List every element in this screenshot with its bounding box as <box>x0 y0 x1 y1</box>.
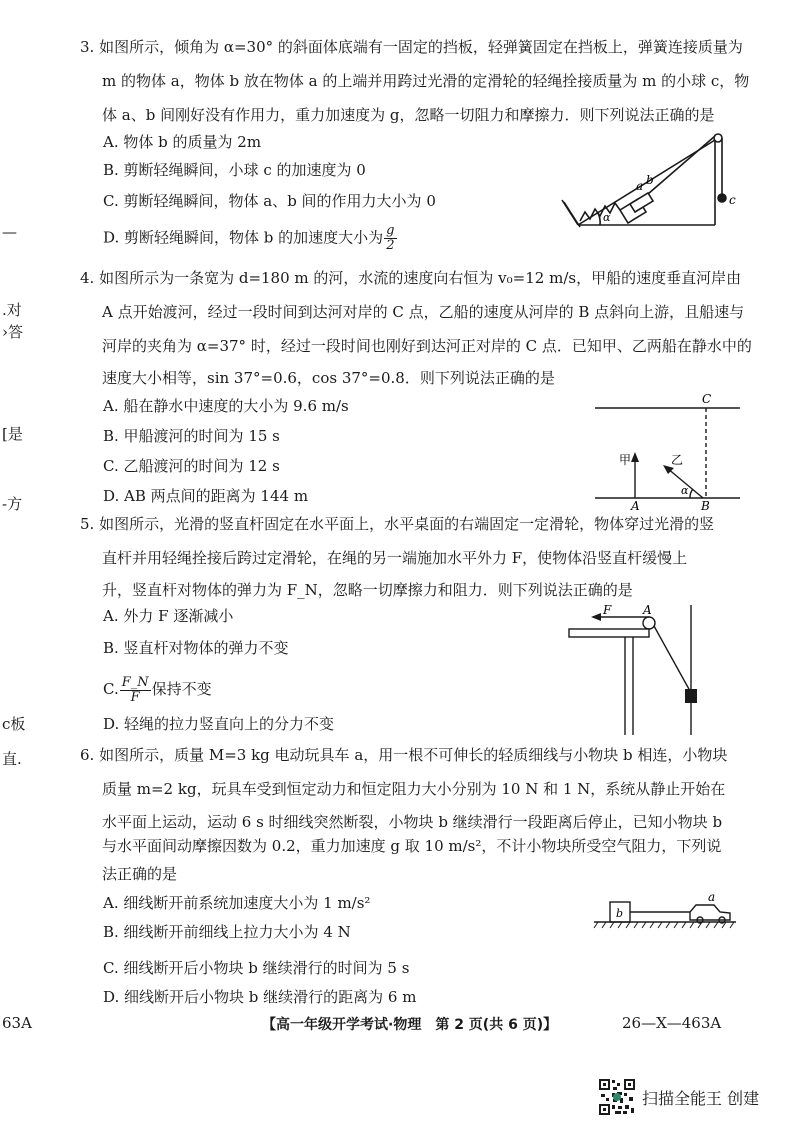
q4-option-c: C. 乙船渡河的时间为 12 s <box>103 457 280 475</box>
q6-option-d: D. 细线断开后小物块 b 继续滑行的距离为 6 m <box>103 988 417 1006</box>
q4-angle-arc <box>690 489 693 498</box>
q5-option-c <box>103 672 212 706</box>
q6-label-b: b <box>616 907 624 920</box>
q6-stem-line-5: 法正确的是 <box>102 865 178 883</box>
q6-stem-line-4: 与水平面间动摩擦因数为 0.2，重力加速度 g 取 10 m/s²，不计小物块所受空气阻力，下列说 <box>102 837 722 855</box>
q5-stem-line-2: 直杆并用轻绳拴接后跨过定滑轮，在绳的另一端施加水平外力 F，使物体沿竖直杆缓慢上 <box>102 549 688 567</box>
q3-stem-line-1: 3. 如图所示，倾角为 α=30° 的斜面体底端有一固定的挡板，轻弹簧固定在挡板上，弹簧连接质量为 <box>80 38 743 56</box>
q5-pulley <box>643 617 655 629</box>
q6-option-b: B. 细线断开前细线上拉力大小为 4 N <box>103 923 351 941</box>
margin-zhi: 直. <box>2 750 22 768</box>
q3-option-b: B. 剪断轻绳瞬间，小球 c 的加速度为 0 <box>103 161 366 179</box>
q3-option-d-denominator: 2 <box>386 238 395 253</box>
q4-label-c: C <box>702 392 712 406</box>
q5-option-c-text: 保持不变 <box>151 680 212 698</box>
q3-label-b: b <box>646 173 654 187</box>
q4-label-a: A <box>631 499 640 510</box>
q3-ball-c <box>718 194 726 202</box>
q3-incline-figure <box>560 128 750 233</box>
q5-option-c-numerator: F_N <box>121 674 149 690</box>
margin-text-fang: -方 <box>2 495 23 513</box>
q5-option-b: B. 竖直杆对物体的弹力不变 <box>103 639 289 657</box>
margin-text-da: ›答 <box>2 323 24 341</box>
q4-label-b: B <box>701 499 710 510</box>
margin-shi: 是 <box>7 425 23 443</box>
q4-river-figure <box>595 392 745 510</box>
q4-stem-line-3: 河岸的夹角为 α=37° 时，经过一段时间也刚好到达河正对岸的 C 点．已知甲、乙两船在静水中的 <box>102 337 752 355</box>
footer-exam-code: 26—X—463A <box>622 1014 722 1032</box>
margin-text-ban: c板 <box>2 715 26 733</box>
q6-option-c: C. 细线断开后小物块 b 继续滑行的时间为 5 s <box>103 959 410 977</box>
margin-fang: 方 <box>7 495 23 513</box>
q3-option-d-numerator: g <box>386 223 395 238</box>
q5-label-a: A <box>643 605 652 617</box>
footer-left-code: 63A <box>2 1014 32 1032</box>
q3-stem-line-3: 体 a、b 间刚好没有作用力，重力加速度为 g，忽略一切阻力和摩擦力．则下列说法正确的是 <box>102 106 715 124</box>
margin-dui: 对 <box>6 301 22 319</box>
footer-page-info: 【高一年级开学考试·物理 第 2 页(共 6 页)】 <box>262 1017 558 1033</box>
margin-dash: — <box>2 223 17 241</box>
q5-option-d: D. 轻绳的拉力竖直向上的分力不变 <box>103 715 335 733</box>
q3-stem-line-2: m 的物体 a，物体 b 放在物体 a 的上端并用跨过光滑的定滑轮的轻绳拴接质量为 m 的小球 c，物 <box>102 72 750 90</box>
q3-pulley <box>714 134 722 142</box>
q4-label-alpha: α <box>681 484 689 497</box>
q3-option-d-fraction <box>384 224 396 253</box>
q4-stem-line-1: 4. 如图所示为一条宽为 d=180 m 的河，水流的速度向右恒为 v₀=12 m/s，甲船的速度垂直河岸由 <box>80 269 742 287</box>
q5-rope-slanted <box>654 626 690 691</box>
q4-label-yi: 乙 <box>671 453 684 467</box>
q3-option-d-text: D. 剪断轻绳瞬间，物体 b 的加速度大小为 <box>103 228 384 247</box>
q5-stem-line-1: 5. 如图所示，光滑的竖直杆固定在水平面上，水平桌面的右端固定一定滑轮，物体穿过光滑的竖 <box>80 515 715 533</box>
q5-label-f: F <box>603 605 612 617</box>
q5-force-arrowhead <box>591 613 601 621</box>
q4-stem-line-2: A 点开始渡河，经过一段时间到达河对岸的 C 点，乙船的速度从河岸的 B 点斜向上游，且船速与 <box>102 303 745 321</box>
margin-da: 答 <box>8 323 24 341</box>
q4-stem-line-4: 速度大小相等，sin 37°=0.6，cos 37°=0.8．则下列说法正确的是 <box>102 369 555 387</box>
qr-code-icon <box>598 1078 636 1116</box>
q5-option-c-fraction <box>120 676 151 705</box>
scanner-label: 扫描全能王 创建 <box>642 1088 760 1108</box>
q5-pulley-figure <box>565 605 745 735</box>
q3-label-c: c <box>729 193 736 207</box>
q3-label-a: a <box>636 179 644 193</box>
q5-stem-line-3: 升，竖直杆对物体的弹力为 F_N，忽略一切摩擦力和阻力．则下列说法正确的是 <box>102 581 633 599</box>
q6-label-a: a <box>708 890 716 904</box>
q6-stem-line-1: 6. 如图所示，质量 M=3 kg 电动玩具车 a，用一根不可伸长的轻质细线与小物块 b 相连，小物块 <box>80 746 728 764</box>
scanner-watermark <box>598 1078 759 1116</box>
q4-jia-arrowhead <box>631 452 639 462</box>
q3-rope <box>648 136 715 194</box>
q3-option-a: A. 物体 b 的质量为 2m <box>103 133 262 151</box>
margin-text-shi: [是 <box>2 425 23 443</box>
q4-label-jia: 甲 <box>619 453 632 467</box>
q5-table-top <box>569 629 649 637</box>
q5-option-c-label: C. <box>103 680 119 698</box>
q3-label-alpha: α <box>603 211 611 224</box>
q3-option-c: C. 剪断轻绳瞬间，物体 a、b 间的作用力大小为 0 <box>103 192 436 210</box>
q5-option-c-denominator: F <box>130 689 140 705</box>
q5-block <box>685 689 697 703</box>
q6-stem-line-2: 质量 m=2 kg，玩具车受到恒定动力和恒定阻力大小分别为 10 N 和 1 N，系统从静止开始在 <box>102 780 726 798</box>
q6-option-a: A. 细线断开前系统加速度大小为 1 m/s² <box>103 894 371 912</box>
q5-option-a: A. 外力 F 逐渐减小 <box>103 607 234 625</box>
q4-option-a: A. 船在静水中速度的大小为 9.6 m/s <box>103 397 349 415</box>
q3-option-d <box>103 224 398 253</box>
q6-car-figure <box>590 890 740 935</box>
q4-option-d: D. AB 两点间的距离为 144 m <box>103 487 309 505</box>
q6-stem-line-3: 水平面上运动，运动 6 s 时细线突然断裂，小物块 b 继续滑行一段距离后停止，已知小物块 b <box>102 813 723 831</box>
margin-ban: 板 <box>10 715 26 733</box>
margin-text-dui: .对 <box>2 301 22 319</box>
q4-option-b: B. 甲船渡河的时间为 15 s <box>103 427 280 445</box>
